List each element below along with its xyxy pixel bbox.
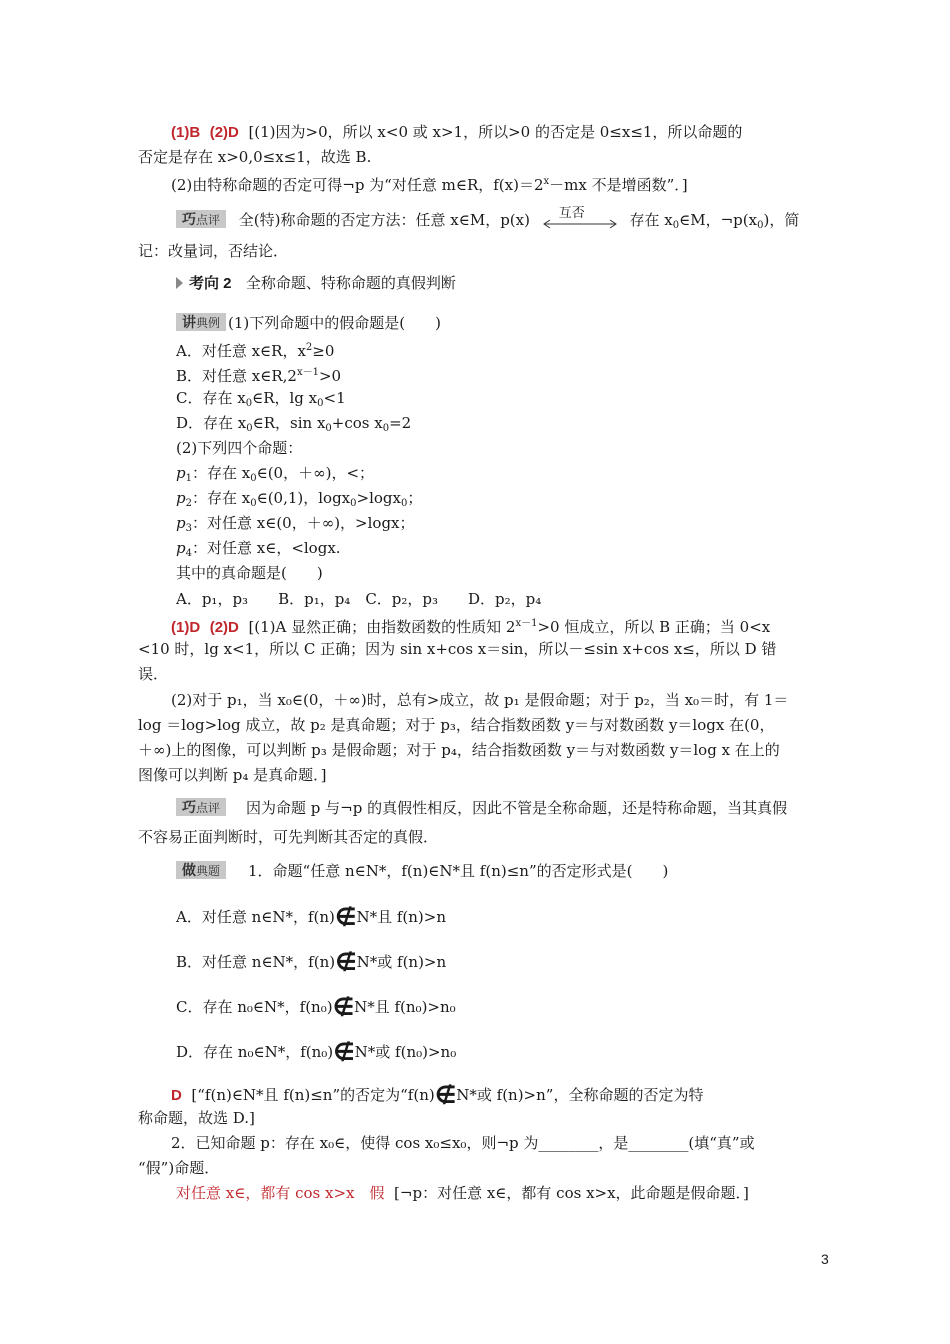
- option-a: A．对任意 x∈R，$x^2\ge 0$: [176, 342, 335, 360]
- tip-text: 存在 x: [629, 211, 673, 229]
- question-text: (2)下列四个命题：: [176, 439, 303, 457]
- answer-line: D [“f(n)∈N*且 f(n)≤n”的否定为“f(n)∉N*或 f(n)>n”，全称命题的否定为特: [171, 1081, 704, 1109]
- tip-line: [176, 205, 800, 237]
- tip-text: 不容易正面判断时，可先判断其否定的真假．: [138, 828, 439, 846]
- option-d: D．存在 $x_0\in R$，$\sin x_0+\cos$ $x_0=2$: [176, 414, 412, 434]
- question-line: [176, 860, 668, 882]
- triangle-marker-icon: [176, 277, 183, 289]
- superscript: x: [543, 176, 550, 187]
- answer-text: －mx 不是增函数”．]: [549, 176, 688, 194]
- option-b: B．对任意 $x\in R,2^{x-1}>0$: [176, 367, 342, 385]
- answer-line: (1)D (2)D [(1)A 显然正确；由指数函数的性质知 $2^{x-1}>0$ 恒成立，所以 B 正确；当 0<x: [171, 618, 771, 636]
- answer-text: (2)对于 p₁，当 x₀∈(0，＋∞)时，总有>成立，故 p₁ 是假命题；对于 p₂，当 x₀＝时，有 1＝: [171, 691, 789, 709]
- section-title: 全称命题、特称命题的真假判断: [245, 274, 456, 292]
- question-text: 1．命题“任意 n∈N*，f(n)∈N*且 f(n)≤n”的否定形式是( ): [248, 862, 669, 880]
- section-heading: [176, 272, 456, 295]
- tip-badge: 巧点评: [176, 798, 226, 816]
- practice-badge: 做典题: [176, 861, 226, 879]
- answer-label: (1)B: [171, 124, 201, 141]
- question-line: [176, 312, 441, 334]
- option-c: C．存在 n₀∈N*，f(n₀)∉N*且 f(n₀)>n₀: [176, 993, 456, 1021]
- answer-text: [(1)因为>0，所以 x<0 或 x>1，所以>0 的否定是 0≤x≤1，所以命题的: [248, 123, 743, 141]
- answer-label: (2)D: [209, 619, 239, 636]
- tip-text: 记：改量词，否结论．: [138, 242, 289, 260]
- option-c: C．存在 $x_0\in R$，$\lg x_0<1$: [176, 389, 346, 409]
- tip-text: 全(特)称命题的否定方法：任意 x∈M，p(x): [238, 211, 530, 229]
- arrow-label: 互否: [558, 205, 585, 220]
- answer-line: [176, 1182, 749, 1204]
- option-a: A．对任意 n∈N*，f(n)∉N*且 f(n)>n: [176, 903, 446, 931]
- answer-label: D: [171, 1087, 182, 1104]
- answer-text: 误．: [138, 665, 169, 683]
- answer-text: log ＝log>log 成立，故 p₂ 是真命题；对于 p₃，结合指数函数 y＝与对数函数 y＝logx 在(0，: [138, 716, 775, 734]
- tip-line: [176, 797, 787, 819]
- answer-label: (2)D: [209, 124, 239, 141]
- answer-text: 称命题，故选 D.]: [138, 1109, 255, 1127]
- not-in-icon: ∉: [334, 903, 357, 931]
- not-in-icon: ∉: [333, 1038, 355, 1066]
- question-text: “假”)命题．: [138, 1159, 220, 1177]
- tip-text: ∈M，¬p(x: [679, 211, 758, 229]
- answer-text: 图像可以判断 p₄ 是真命题．]: [138, 766, 327, 784]
- option-b: B．对任意 n∈N*，f(n)∉N*或 f(n)>n: [176, 948, 447, 976]
- proposition-p4: $p_4$：对任意 x∈，<logx.: [176, 539, 341, 559]
- answer-highlight: 对任意 x∈，都有 cos x>x 假: [176, 1184, 385, 1202]
- proposition-p2: $p_2$：存在 $x_0\in(0,1)$，logx$_0$>logx$_0$；: [176, 489, 423, 509]
- double-arrow-icon: [541, 205, 619, 232]
- answer-label: (1)D: [171, 619, 201, 636]
- not-in-icon: ∉: [335, 948, 357, 976]
- answer-text: ＋∞)上的图像，可以判断 p₃ 是假命题；对于 p₄，结合指数函数 y＝与对数函数 y＝log x 在上的: [138, 741, 780, 759]
- not-in-icon: ∉: [434, 1081, 457, 1109]
- proposition-p1: $p_1$：存在 $x_0\in(0$，＋∞)，<；: [176, 464, 375, 484]
- answer-text: 否定是存在 x>0,0≤x≤1，故选 B.: [138, 148, 372, 166]
- answer-text: [¬p：对任意 x∈，都有 cos x>x，此命题是假命题．]: [394, 1184, 749, 1202]
- answer-line: [171, 171, 688, 196]
- tip-text: )，简: [763, 211, 800, 229]
- subscript: 0: [672, 220, 680, 231]
- subscript: 0: [757, 220, 764, 231]
- question-text: 2．已知命题 p：存在 x₀∈，使得 cos x₀≤x₀，则¬p 为________，是________(填“真”或: [171, 1134, 755, 1152]
- tip-badge: 巧点评: [176, 210, 226, 228]
- answer-text: (2)由特称命题的否定可得¬p 为“对任意 m∈R，f(x)＝2: [171, 176, 544, 194]
- not-in-icon: ∉: [332, 993, 355, 1021]
- page-number: 3: [821, 1251, 829, 1267]
- choices: A．p₁，p₃ B．p₁，p₄ C．p₂，p₃ D．p₂，p₄: [176, 590, 542, 608]
- tip-text: 因为命题 p 与¬p 的真假性相反，因此不管是全称命题，还是特称命题，当其真假: [246, 799, 788, 817]
- question-text: (1)下列命题中的假命题是( ): [228, 314, 441, 332]
- example-badge: 讲典例: [176, 313, 226, 331]
- option-d: D．存在 n₀∈N*，f(n₀)∉N*或 f(n₀)>n₀: [176, 1038, 457, 1066]
- proposition-p3: $p_3$：对任意 x∈(0，＋∞)，>logx；: [176, 514, 415, 534]
- section-label: 考向 2: [189, 275, 232, 292]
- answer-line: [171, 121, 742, 144]
- answer-text: <10 时，lg x<1，所以 C 正确；因为 sin x+cos x＝sin，所以－≤sin x+cos x≤，所以 D 错: [138, 640, 777, 658]
- question-text: 其中的真命题是( ): [176, 564, 323, 582]
